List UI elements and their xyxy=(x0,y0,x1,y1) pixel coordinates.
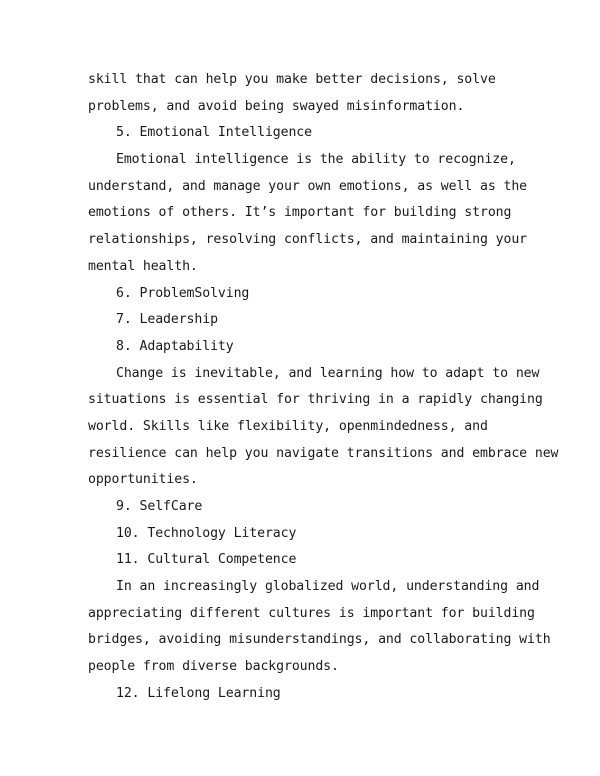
text-line: relationships, resolving conflicts, and maintaining your xyxy=(88,232,528,248)
document-page xyxy=(88,67,559,708)
text-line: resilience can help you navigate transitions and embrace new xyxy=(88,445,559,461)
section-heading-self-care: 9. SelfCare xyxy=(116,499,203,514)
section-heading-cultural-competence: 11. Cultural Competence xyxy=(116,552,297,568)
text-line: situations is essential for thriving in a rapidly changing xyxy=(88,392,543,408)
section-heading-technology-literacy: 10. Technology Literacy xyxy=(116,525,297,541)
section-heading-emotional-intelligence: 5. Emotional Intelligence xyxy=(116,125,312,141)
text-line: understand, and manage your own emotions, as well as the xyxy=(88,178,528,194)
text-line: appreciating different cultures is important for building xyxy=(88,605,535,621)
section-heading-adaptability: 8. Adaptability xyxy=(116,338,234,354)
text-line: world. Skills like flexibility, openmindedness, and xyxy=(88,418,488,434)
text-line: bridges, avoiding misunderstandings, and collaborating with xyxy=(88,632,551,648)
text-line: emotions of others. It’s important for building strong xyxy=(88,205,512,221)
section-heading-lifelong-learning: 12. Lifelong Learning xyxy=(116,685,281,701)
text-line: skill that can help you make better decisions, solve xyxy=(88,72,496,87)
text-line: In an increasingly globalized world, understanding and xyxy=(116,579,540,595)
text-line: Emotional intelligence is the ability to recognize, xyxy=(116,152,516,168)
section-heading-leadership: 7. Leadership xyxy=(116,312,218,328)
text-line: problems, and avoid being swayed misinformation. xyxy=(88,98,465,114)
text-line: people from diverse backgrounds. xyxy=(88,659,339,675)
text-line: mental health. xyxy=(88,258,198,274)
text-line: opportunities. xyxy=(88,472,198,488)
text-line: Change is inevitable, and learning how to adapt to new xyxy=(116,365,540,381)
section-heading-problem-solving: 6. ProblemSolving xyxy=(116,285,250,301)
